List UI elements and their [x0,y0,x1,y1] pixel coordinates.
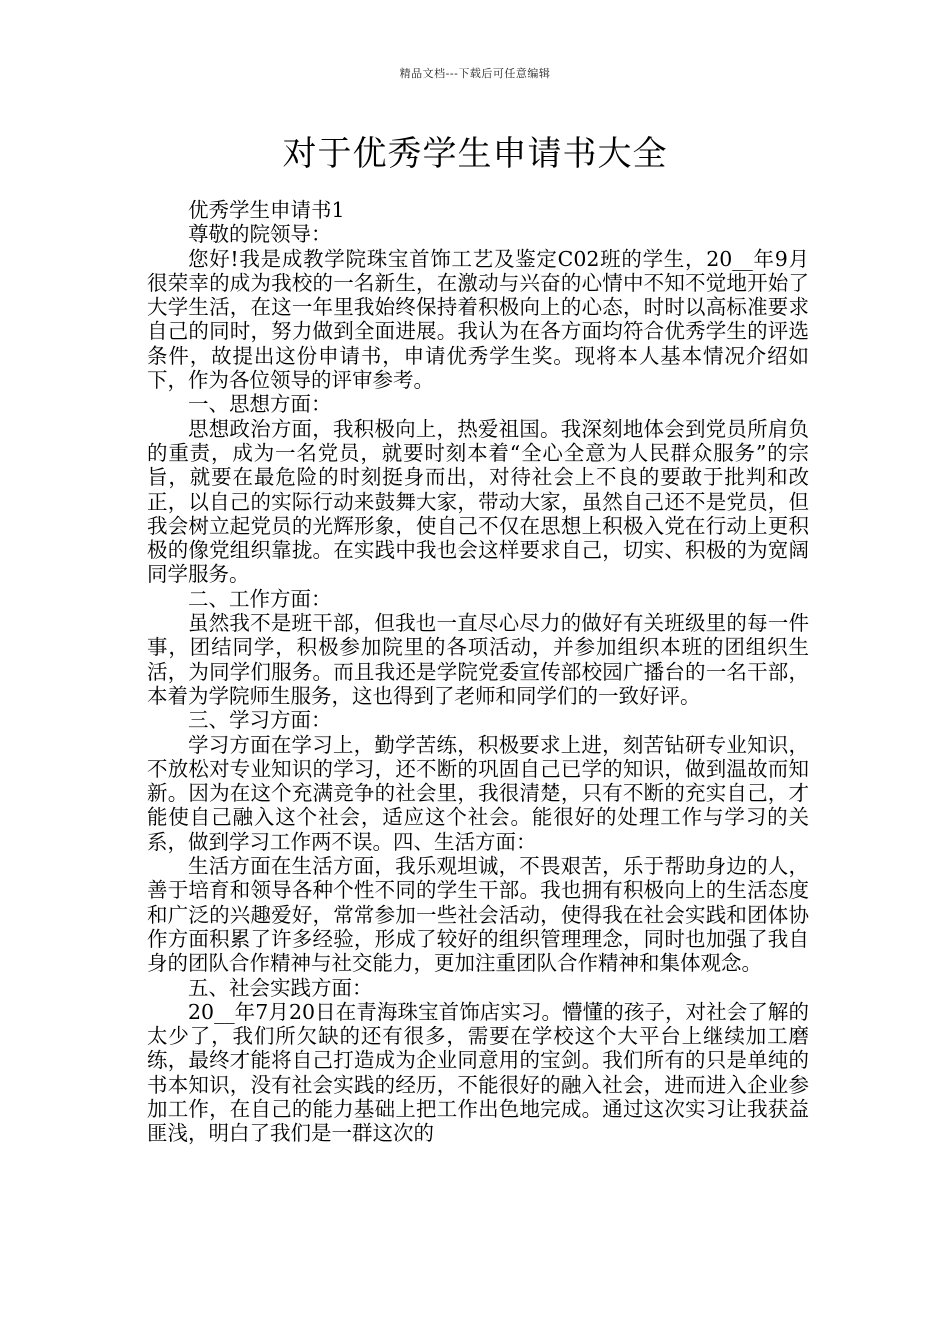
paragraph-subtitle: 优秀学生申请书1 [188,198,345,222]
section-heading-practice: 五、社会实践方面： [188,975,373,1000]
header-note: 精品文档---下载后可任意编辑 [399,67,551,80]
paragraph-study: 学习方面在学习上，勤学苦练，积极要求上进，刻苦钻研专业知识，不放松对专业知识的学习，还不断的巩固自己已学的知识，做到温故而知新。因为在这个充满竞争的社会里，我很清楚，只有不断的充实自己，才能使自己融入这个社会，适应这个社会。能很好的处理工作与学习的关系，做到学习工作两不误。四、生活方面： [147,732,809,854]
document-body [147,198,809,1146]
paragraph-salutation: 尊敬的院领导： [188,222,332,247]
paragraph-work: 虽然我不是班干部，但我也一直尽心尽力的做好有关班级里的每一件事，团结同学，积极参加院里的各项活动，并参加组织本班的团组织生活，为同学们服务。而且我还是学院党委宣传部校园广播台的一名干部，本着为学院师生服务，这也得到了老师和同学们的一致好评。 [147,611,809,708]
paragraph-life: 生活方面在生活方面，我乐观坦诚，不畏艰苦，乐于帮助身边的人，善于培育和领导各种个性不同的学生干部。我也拥有积极向上的生活态度和广泛的兴趣爱好，常常参加一些社会活动，使得我在社会实践和团体协作方面积累了许多经验，形成了较好的组织管理理念，同时也加强了我自身的团队合作精神与社交能力，更加注重团队合作精神和集体观念。 [147,854,809,976]
paragraph-practice: 20__年7月20日在青海珠宝首饰店实习。懵懂的孩子，对社会了解的太少了，我们所欠缺的还有很多，需要在学校这个大平台上继续加工磨练，最终才能将自己打造成为企业同意用的宝剑。我们所有的只是单纯的书本知识，没有社会实践的经历，不能很好的融入社会，进而进入企业参加工作，在自己的能力基础上把工作出色地完成。通过这次实习让我获益匪浅，明白了我们是一群这次的 [147,999,809,1146]
page-title: 对于优秀学生申请书大全 [282,134,668,174]
section-heading-thought: 一、思想方面： [188,392,332,417]
paragraph-intro: 您好!我是成教学院珠宝首饰工艺及鉴定C02班的学生，20__年9月很荣幸的成为我校的一名新生，在激动与兴奋的心情中不知不觉地开始了大学生活，在这一年里我始终保持着积极向上的心态，时时以高标准要求自己的同时，努力做到全面进展。我认为在各方面均符合优秀学生的评选条件，故提出这份申请书，申请优秀学生奖。现将本人基本情况介绍如下，作为各位领导的评审参考。 [147,246,809,393]
paragraph-thought: 思想政治方面，我积极向上，热爱祖国。我深刻地体会到党员所肩负的重责，成为一名党员，就要时刻本着“全心全意为人民群众服务”的宗旨，就要在最危险的时刻挺身而出，对待社会上不良的要敢于批判和改正，以自己的实际行动来鼓舞大家，带动大家，虽然自己还不是党员，但我会树立起党员的光辉形象，使自己不仅在思想上积极入党在行动上更积极的像党组织靠拢。在实践中我也会这样要求自己，切实、积极的为宽阔同学服务。 [147,416,809,587]
section-heading-study: 三、学习方面： [188,708,332,733]
section-heading-work: 二、工作方面： [188,586,332,611]
